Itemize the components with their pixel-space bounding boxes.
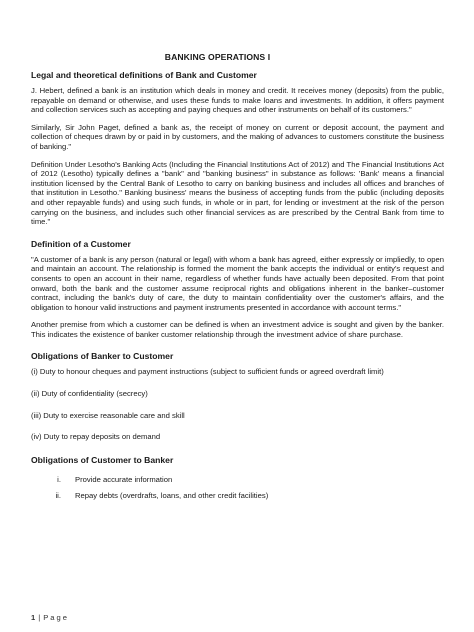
banker-obligation-item: (iii) Duty to exercise reasonable care and skill — [31, 410, 185, 420]
banker-obligation-item: (ii) Duty of confidentiality (secrecy) — [31, 389, 148, 399]
page-number: 1 — [31, 613, 36, 622]
document-title: BANKING OPERATIONS I — [164, 52, 271, 62]
paragraph-customer-definition: "A customer of a bank is any person (natural or legal) with whom a bank has agreed, either expressly or impliedly, to open and maintain an account. The relationship is formed the moment the bank accepts the individual or entity's request and consents to open an account in their name, regardless of whether funds have actually been deposited. From that point onward, both the bank and the customer assume reciprocal rights and obligations inherent in the banker–customer contract, including the bank's duty of care, the duty to maintain confidentiality over the customer's affairs, and the obligation to honour valid instructions and payment instruments presented in accordance with account terms." — [31, 254, 444, 312]
section-heading-customer-obligations: Obligations of Customer to Banker — [31, 454, 174, 465]
section-heading-banker-obligations: Obligations of Banker to Customer — [31, 351, 174, 362]
paragraph-investment-advice: Another premise from which a customer can be defined is when an investment advice is sought and given by the banker. This indicates the existence of banker customer relationship through the investment advice of share purchase. — [31, 320, 444, 339]
paragraph-lesotho-acts: Definition Under Lesotho's Banking Acts (Including the Financial Institutions Act of 2012) and The Financial Institutions Act of 2012 (Lesotho) typically defines a "bank" and "banking business" in substance as follows: 'Bank' means a financial institution licensed by the Central Bank of Lesotho to carry on banking business and includes all offices and branches of that institution in Lesotho." Banking business' means the business of accepting funds from the public (including deposits and other repayable funds) and using such funds, in whole or in part, for lending or investment at the risk of the person carrying on the business, and includes such other financial services as are prescribed by the Central Bank from time to time." — [31, 159, 444, 227]
list-item-number: i. — [57, 474, 61, 484]
paragraph-hebert: J. Hebert, defined a bank is an institution which deals in money and credit. It receives money (deposits) from the public, repayable on demand or otherwise, and uses these funds to make loans and investments. In addition, it offers payment and collection services such as accepting and paying cheques and other instruments on behalf of its customers." — [31, 86, 444, 115]
footer-separator: | — [38, 613, 41, 622]
list-item-number: ii. — [55, 491, 61, 501]
list-item-text: Repay debts (overdrafts, loans, and other credit facilities) — [75, 491, 269, 501]
banker-obligation-item: (i) Duty to honour cheques and payment instructions (subject to sufficient funds or agreed overdraft limit) — [31, 367, 384, 377]
page-label: Page — [43, 613, 69, 622]
banker-obligation-item: (iv) Duty to repay deposits on demand — [31, 432, 161, 442]
list-item-text: Provide accurate information — [75, 474, 173, 484]
section-heading-customer: Definition of a Customer — [31, 238, 131, 249]
list-item — [31, 491, 444, 501]
paragraph-paget: Similarly, Sir John Paget, defined a bank as, the receipt of money on current or deposit account, the payment and collection of cheques drawn by or paid in by customers, and the making of advances to customers constitute the business of banking." — [31, 122, 444, 151]
page-footer — [31, 613, 69, 622]
document-body — [31, 52, 444, 508]
section-heading-definitions: Legal and theoretical definitions of Bank and Customer — [31, 70, 257, 80]
customer-obligations-list — [31, 475, 444, 501]
list-item — [31, 475, 444, 485]
